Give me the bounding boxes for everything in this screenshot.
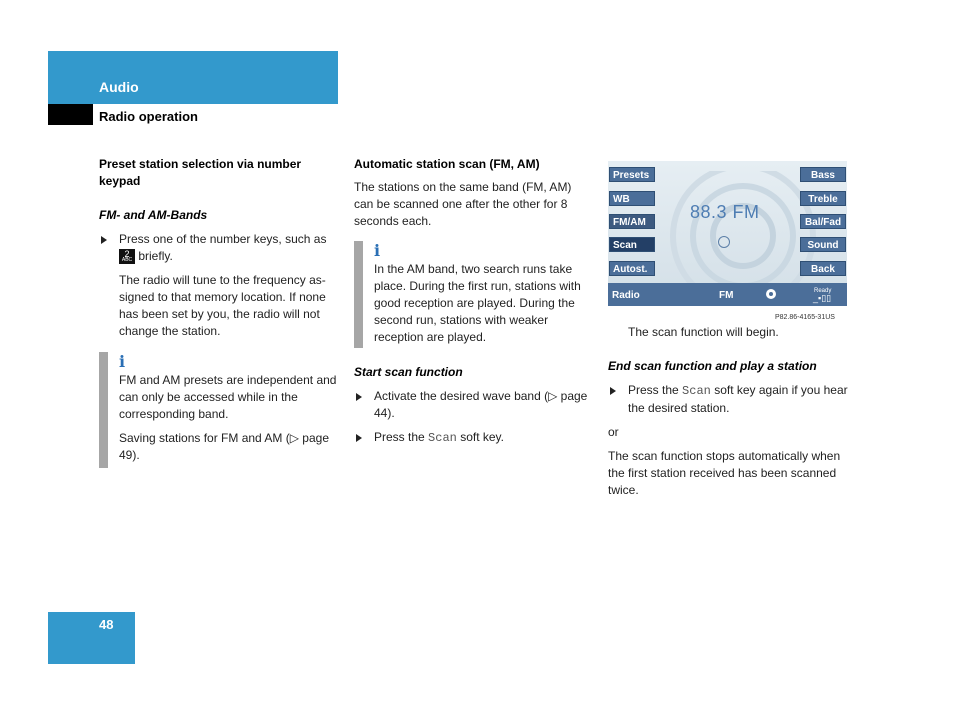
info-bar [354,241,363,348]
info-icon: i [119,352,126,371]
treble-button[interactable]: Treble [800,191,846,206]
fm-am-button[interactable]: FM/AM [609,214,655,229]
paragraph-scan-stops: The scan function stops automatically when the first station received has been scanned twice. [608,449,841,497]
autostore-button[interactable]: Autost. [609,261,655,276]
bullet-wave-band: Activate the desired wave band (▷ page 44). [354,388,594,422]
page-number-box [48,612,135,664]
presets-button[interactable]: Presets [609,167,655,182]
info-text-am: In the AM band, two search runs take place. During the first run, stations with good reception are played. During the second run, stations with weaker reception are played. [374,262,581,344]
status-source: Radio [612,290,640,301]
heading-scan: Automatic station scan (FM, AM) [354,157,540,171]
page-number: 48 [99,617,114,632]
header-bar [48,51,338,104]
info-icon: i [374,241,381,260]
info-box-am [354,241,594,348]
subsection-title: Radio operation [99,109,198,124]
subheading-bands: FM- and AM-Bands [99,208,208,222]
subheading-start-scan: Start scan function [354,365,463,379]
status-ready: Ready [814,288,832,294]
column-2 [354,156,594,447]
caption-scan-begin: The scan function will begin. [628,325,779,339]
status-band: FM [719,290,734,301]
subheading-end-scan: End scan function and play a station [608,359,817,373]
bullet-press-scan: Press the Scan soft key. [354,429,594,447]
info-text-1: FM and AM presets are independent and can only be accessed while in the corresponding band. [119,373,337,421]
scan-button[interactable]: Scan [609,237,655,252]
info-box-presets [99,352,339,468]
info-text-2: Saving stations for FM and AM (▷ page 49). [119,431,329,462]
wb-button[interactable]: WB [609,191,655,206]
disc-icon [766,289,776,299]
back-button[interactable]: Back [800,261,846,276]
paragraph-tune: The radio will tune to the frequency assigned to that memory location. If none has been set by you, the radio will not change the station. [119,273,326,338]
sound-button[interactable]: Sound [800,237,846,252]
radio-display [608,161,847,306]
balance-fader-button[interactable]: Bal/Fad [800,214,846,229]
frequency-readout: 88.3 FM [690,202,760,222]
scan-softkey-label: Scan [682,384,711,398]
bullet-press-scan-again: Press the Scan soft key again if you hear the desired station. [608,382,848,417]
image-code: P82.86-4165-31US [775,314,835,321]
bullet-press-key: Press one of the number keys, such as 2 ABC briefly. [99,231,339,265]
or-text: or [608,425,619,439]
column-3 [608,324,848,499]
section-title: Audio [99,79,139,95]
status-bar [608,283,847,306]
heading-preset: Preset station selection via number keypad [99,157,302,188]
tuning-dial-icon [718,236,730,248]
paragraph-scan: The stations on the same band (FM, AM) can be scanned one after the other for 8 seconds each. [354,180,572,228]
signal-level: _▪▯▯ [813,293,832,303]
column-1 [99,156,339,468]
info-bar [99,352,108,468]
scan-softkey-label: Scan [428,431,457,445]
section-tab [48,104,93,125]
signal-waves-icon [648,171,818,291]
number-key-2-icon: 2 ABC [119,249,135,264]
bass-button[interactable]: Bass [800,167,846,182]
